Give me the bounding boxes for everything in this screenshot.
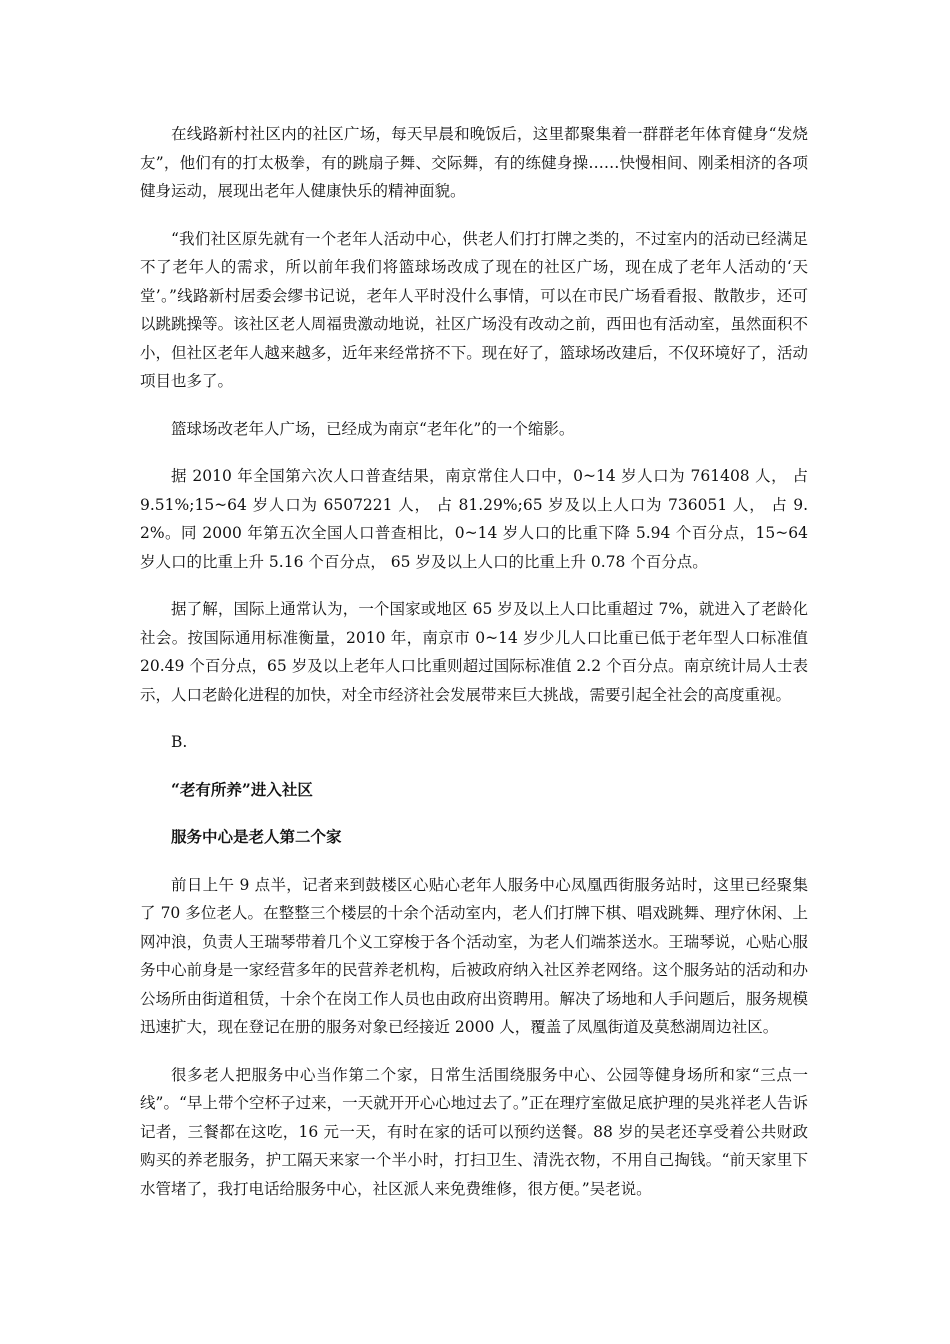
paragraph-aging-society: 据了解，国际上通常认为，一个国家或地区 65 岁及以上人口比重超过 7%，就进入了老龄化社会。按国际通用标准衡量，2010 年，南京市 0~14 岁少儿人口比重已低于老年型人口标准值 20.49 个百分点，65 岁及以上老年人口比重则超过国际标准值 2.2 个百分点。南京统计局人士表示，人口老龄化进程的加快，对全市经济社会发展带来巨大挑战，需要引起全社会的高度重视。 (140, 600, 808, 704)
paragraph-plaza-fitness: 在线路新村社区内的社区广场，每天早晨和晚饭后，这里都聚集着一群群老年体育健身“发烧友”，他们有的打太极拳，有的跳扇子舞、交际舞，有的练健身操……快慢相间、刚柔相济的各项健身运动，展现出老年人健康快乐的精神面貌。 (140, 125, 808, 200)
paragraph-community-center: “我们社区原先就有一个老年人活动中心，供老人们打打牌之类的，不过室内的活动已经满足不了老年人的需求，所以前年我们将篮球场改成了现在的社区广场，现在成了老年人活动的‘天堂’。”线路新村居委会缪书记说，老年人平时没什么事情，可以在市民广场看看报、散散步，还可以跳跳操等。该社区老人周福贵激动地说，社区广场没有改动之前，西田也有活动室，虽然面积不小，但社区老年人越来越多，近年来经常挤不下。现在好了，篮球场改建后，不仅环境好了，活动项目也多了。 (140, 229, 808, 390)
subsection-title: 服务中心是老人第二个家 (171, 827, 342, 846)
paragraph-census-results: 据 2010 年全国第六次人口普查结果，南京常住人口中，0~14 岁人口为 761408 人， 占 9.51%;15~64 岁人口为 6507221 人， 占 81.29%;65 岁及以上人口为 736051 人， 占 9.2%。同 2000 年第五次全国人口普查相比，0~14 岁人口的比重下降 5.94 个百分点，15~64 岁人口的比重上升 5.16 个百分点， 65 岁及以上人口的比重上升 0.78 个百分点。 (140, 467, 808, 571)
paragraph-aging-microcosm: 篮球场改老年人广场，已经成为南京“老年化”的一个缩影。 (171, 419, 575, 438)
section-label: B. (171, 733, 188, 751)
paragraph-second-home: 很多老人把服务中心当作第二个家，日常生活围绕服务中心、公园等健身场所和家“三点一线”。“早上带个空杯子过来，一天就开开心心地过去了。”正在理疗室做足底护理的吴兆祥老人告诉记者，三餐都在这吃，16 元一天，有时在家的话可以预约送餐。88 岁的吴老还享受着公共财政购买的养老服务，护工隔天来家一个半小时，打扫卫生、清洗衣物，不用自己掏钱。“前天家里下水管堵了，我打电话给服务中心，社区派人来免费维修，很方便。”吴老说。 (140, 1065, 808, 1198)
article-body (140, 120, 808, 1222)
section-title: “老有所养”进入社区 (171, 779, 313, 799)
paragraph-service-center: 前日上午 9 点半，记者来到鼓楼区心贴心老年人服务中心凤凰西街服务站时，这里已经聚集了 70 多位老人。在整整三个楼层的十余个活动室内，老人们打牌下棋、唱戏跳舞、理疗休闲、上网冲浪，负责人王瑞琴带着几个义工穿梭于各个活动室，为老人们端茶送水。王瑞琴说，心贴心服务中心前身是一家经营多年的民营养老机构，后被政府纳入社区养老网络。这个服务站的活动和办公场所由街道租赁，十余个在岗工作人员也由政府出资聘用。解决了场地和人手问题后，服务规模迅速扩大，现在登记在册的服务对象已经接近 2000 人，覆盖了凤凰街道及莫愁湖周边社区。 (140, 875, 808, 1036)
